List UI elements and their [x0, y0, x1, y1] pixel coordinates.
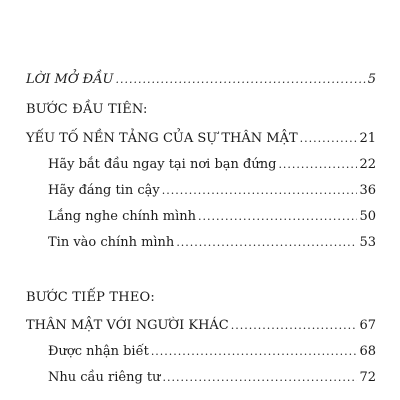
- toc-entry[interactable]: [48, 157, 376, 173]
- dot-leader: [300, 131, 358, 147]
- toc-entry[interactable]: [48, 209, 376, 225]
- dot-leader: [278, 157, 357, 173]
- toc-page-number: 67: [359, 318, 376, 333]
- cropped-next-line: [48, 392, 298, 400]
- dot-leader: [231, 318, 358, 334]
- toc-page-number: 21: [359, 131, 376, 146]
- toc-entry-label: Lắng nghe chính mình: [48, 209, 197, 224]
- toc-page-number: 22: [359, 157, 376, 172]
- toc-entry[interactable]: [48, 370, 376, 386]
- dot-leader: [163, 370, 358, 386]
- dot-leader: [116, 72, 366, 88]
- toc-page-number: 68: [359, 344, 376, 359]
- toc-entry[interactable]: [48, 344, 376, 360]
- toc-page-number: 5: [367, 72, 376, 87]
- toc-entry-label: Hãy đáng tin cậy: [48, 183, 160, 198]
- dot-leader: [162, 183, 358, 199]
- toc-entry-label: THÂN MẬT VỚI NGƯỜI KHÁC: [26, 318, 229, 333]
- toc-page-number: 36: [359, 183, 376, 198]
- toc-chapter-foundation[interactable]: [26, 131, 376, 147]
- toc-entry-label: Hãy bắt đầu ngay tại nơi bạn đứng: [48, 157, 277, 172]
- toc-chapter-others[interactable]: [26, 318, 376, 334]
- toc-entry-label: Tin vào chính mình: [48, 235, 175, 250]
- toc-entry-label: Được nhận biết: [48, 344, 149, 359]
- toc-entry[interactable]: [48, 235, 376, 251]
- toc-entry-label: LỜI MỞ ĐẦU: [26, 72, 114, 87]
- toc-page-number: 50: [359, 209, 376, 224]
- dot-leader: [198, 209, 357, 225]
- section-heading-next-step: BƯỚC TIẾP THEO:: [26, 290, 155, 305]
- toc-entry-intro[interactable]: [26, 72, 376, 88]
- dot-leader: [176, 235, 357, 251]
- toc-entry-label: Nhu cầu riêng tư: [48, 370, 161, 385]
- dot-leader: [151, 344, 358, 360]
- section-heading-first-step: BƯỚC ĐẦU TIÊN:: [26, 102, 148, 117]
- toc-page-number: 72: [359, 370, 376, 385]
- toc-entry[interactable]: [48, 183, 376, 199]
- toc-page-number: 53: [359, 235, 376, 250]
- toc-entry-label: YẾU TỐ NỀN TẢNG CỦA SỰ THÂN MẬT: [26, 131, 298, 146]
